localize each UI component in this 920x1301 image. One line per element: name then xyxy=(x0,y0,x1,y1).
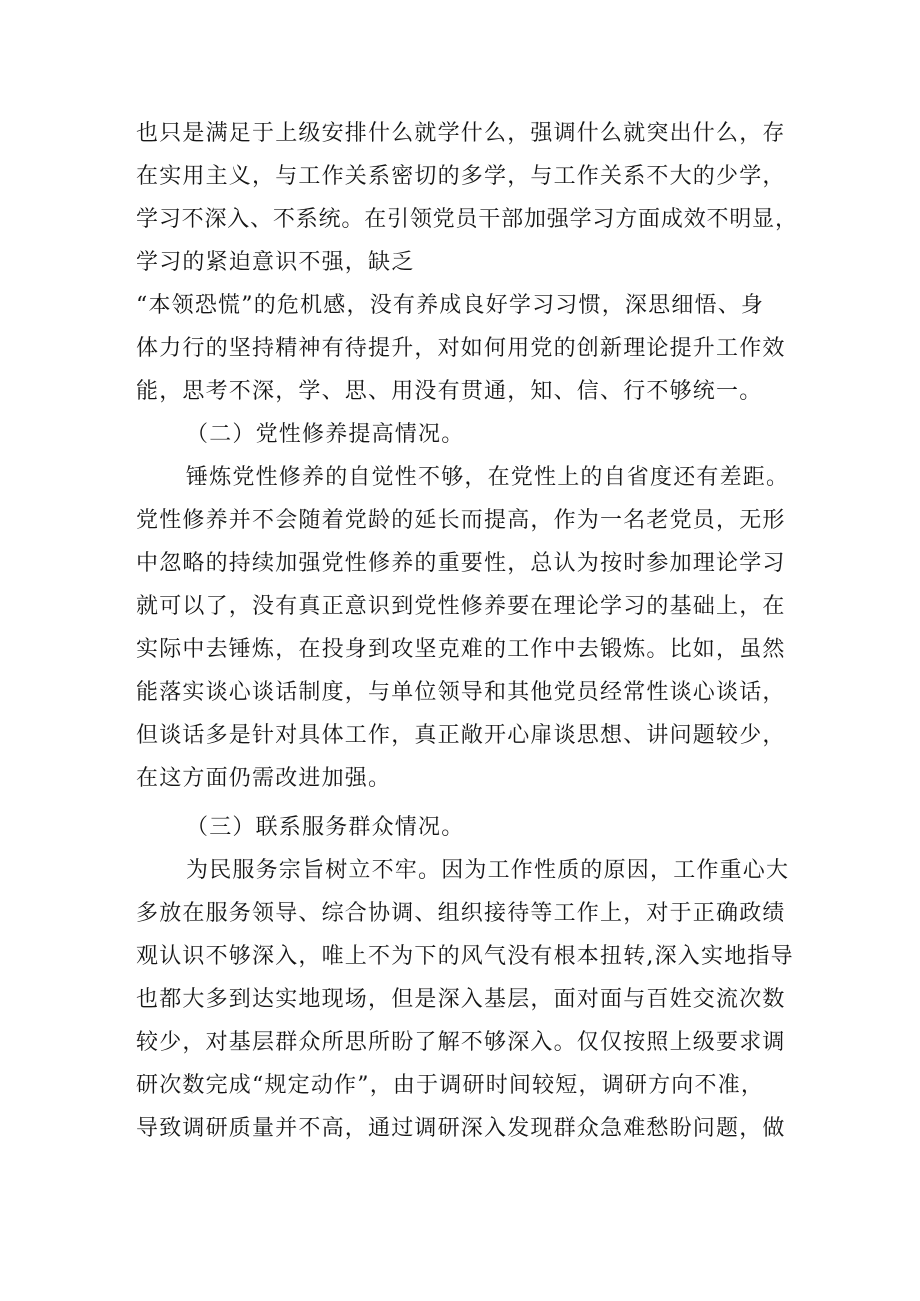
text-line: “本领恐慌”的危机感，没有养成良好学习习惯，深思细悟、身 xyxy=(136,293,765,318)
text-line: 导致调研质量并不高，通过调研深入发现群众急难愁盼问题，做 xyxy=(136,1116,786,1141)
text-line: 体力行的坚持精神有待提升，对如何用党的创新理论提升工作效 xyxy=(136,336,786,361)
text-line: 为民服务宗旨树立不牢。因为工作性质的原因，工作重心大 xyxy=(186,858,790,883)
text-line: 多放在服务领导、综合协调、组织接待等工作上，对于正确政绩 xyxy=(136,901,786,926)
text-line: 能，思考不深，学、思、用没有贯通，知、信、行不够统一。 xyxy=(136,379,763,404)
text-line: 学习不深入、不系统。在引领党员干部加强学习方面成效不明显， xyxy=(136,207,798,232)
text-line: 较少，对基层群众所思所盼了解不够深入。仅仅按照上级要求调 xyxy=(136,1030,786,1055)
text-line: 在这方面仍需改进加强。 xyxy=(136,766,392,791)
section-heading: （二）党性修养提高情况。 xyxy=(186,422,465,447)
section-heading: （三）联系服务群众情况。 xyxy=(186,815,465,840)
text-line: 学习的紧迫意识不强，缺乏 xyxy=(136,250,415,275)
text-line: 研次数完成“规定动作”，由于调研时间较短，调研方向不准， xyxy=(136,1073,765,1098)
text-line: 中忽略的持续加强党性修养的重要性，总认为按时参加理论学习 xyxy=(136,551,786,576)
text-line: 也只是满足于上级安排什么就学什么，强调什么就突出什么，存 xyxy=(136,121,786,146)
text-line: 也都大多到达实地现场，但是深入基层，面对面与百姓交流次数 xyxy=(136,987,786,1012)
text-line: 能落实谈心谈话制度，与单位领导和其他党员经常性谈心谈话， xyxy=(136,680,786,705)
text-line: 但谈话多是针对具体工作，真正敞开心扉谈思想、讲问题较少， xyxy=(136,723,786,748)
text-line: 锤炼党性修养的自觉性不够，在党性上的自省度还有差距。 xyxy=(186,465,790,490)
text-line: 党性修养并不会随着党龄的延长而提高，作为一名老党员，无形 xyxy=(136,508,786,533)
text-line: 实际中去锤炼，在投身到攻坚克难的工作中去锻炼。比如，虽然 xyxy=(136,637,786,662)
text-line: 在实用主义，与工作关系密切的多学，与工作关系不大的少学， xyxy=(136,164,786,189)
text-line: 观认识不够深入，唯上不为下的风气没有根本扭转,深入实地指导 xyxy=(136,944,794,969)
text-line: 就可以了，没有真正意识到党性修养要在理论学习的基础上，在 xyxy=(136,594,786,619)
